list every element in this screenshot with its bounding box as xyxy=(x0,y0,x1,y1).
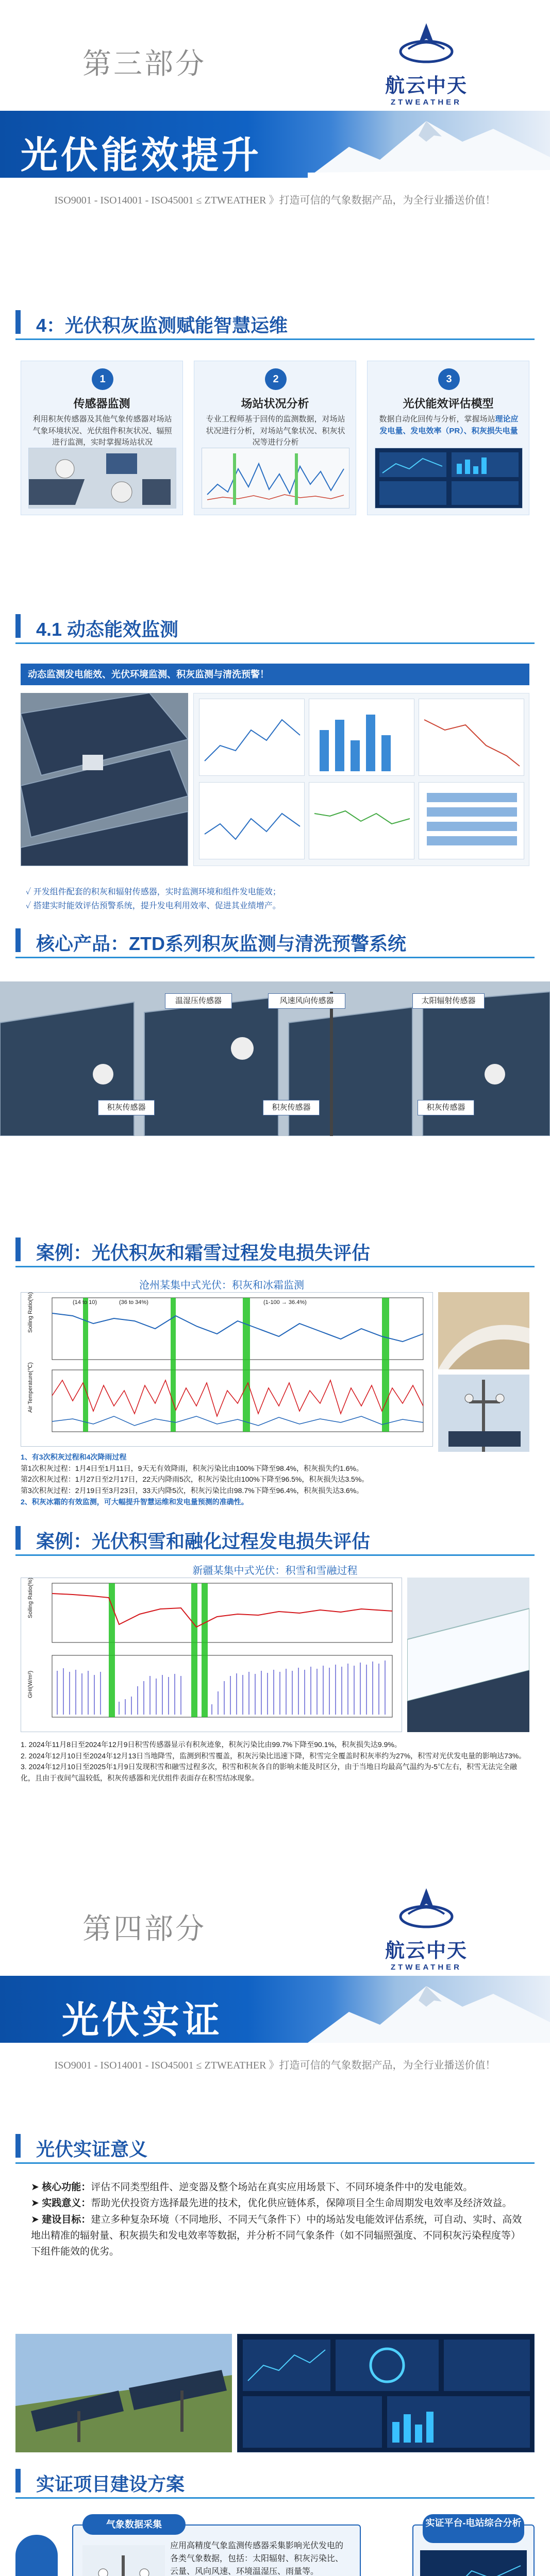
sensor-station-illustration xyxy=(438,1375,529,1452)
iso-line: ISO9001 - ISO14001 - ISO45001 ≤ ZTWEATHER 》打造可信的气象数据产品，为全行业播送价值！ xyxy=(54,195,496,206)
section-bar xyxy=(15,1526,21,1550)
platform-screens-image xyxy=(420,2550,527,2576)
significance-header xyxy=(15,2128,535,2164)
screen-chart xyxy=(309,783,415,860)
part-label: 第四部分 xyxy=(82,1912,206,1946)
flow-arrows xyxy=(366,2566,407,2576)
screen-chart xyxy=(419,699,525,776)
solar-panel-photo xyxy=(21,693,188,866)
case2-notes xyxy=(21,1739,529,1784)
card-sensor-monitoring xyxy=(21,361,183,515)
title-band xyxy=(0,1976,550,2043)
note-line: 第3次积灰过程：2月19日至3月23日，33天内降5次，积灰污染比由98.7%下降至96.4%，积灰损失达3.6%。 xyxy=(21,1486,364,1495)
section-bar xyxy=(15,614,21,638)
label-soiling-sensor: 积灰传感器 xyxy=(418,1100,474,1115)
bullet-label: 建设目标： xyxy=(42,2214,91,2225)
note-line: 第1次积灰过程：1月4日至1月11日，9天无有效降雨，积灰污染比由100%下降至98.4%，积灰损失约1.6%。 xyxy=(21,1464,363,1472)
bullet-item: ➤ 实践意义：帮助光伏投资方选择最先进的技术，优化供应链体系，保障项目全生命周期发电效率及经济效益。 xyxy=(31,2198,512,2209)
snow-panel-illustration xyxy=(407,1578,529,1732)
card-desc-highlight: 理论应发电量、发电效率（PR）、积灰损失电量 xyxy=(379,415,519,435)
brand-name-cn: 航云中天 xyxy=(385,1939,468,1962)
pv-system-label xyxy=(15,2535,58,2576)
card-station-analysis xyxy=(194,361,356,515)
bullet-label: 实践意义： xyxy=(42,2198,91,2209)
iso-line: ISO9001 - ISO14001 - ISO45001 ≤ ZTWEATHER 》打造可信的气象数据产品，为全行业播送价值！ xyxy=(54,2060,496,2071)
bullet-text: 评估不同类型组件、逆变器及整个场站在真实应用场景下、不同环境条件中的发电能效。 xyxy=(91,2182,473,2193)
analysis-chart-illustration xyxy=(202,448,349,509)
label-solar-radiation-sensor: 太阳辐射传感器 xyxy=(412,993,485,1009)
svg-text:(14 to 10): (14 to 10) xyxy=(73,1299,97,1306)
mountain-image xyxy=(308,1976,550,2043)
card-efficiency-model xyxy=(367,361,529,515)
process-cards xyxy=(21,361,529,515)
screen-chart xyxy=(199,783,305,860)
svg-text:Air Temperature(℃): Air Temperature(℃) xyxy=(27,1362,34,1413)
step-number: 1 xyxy=(92,368,113,390)
page-title: 光伏实证 xyxy=(62,1998,223,2042)
brand-name-en: ZTWEATHER xyxy=(390,98,462,107)
brand-name-cn: 航云中天 xyxy=(385,74,468,97)
snow-panel-photo xyxy=(407,1578,529,1732)
weather-data-text: 应用高精度气象监测传感器采集影响光伏发电的各类气象数据，包括：太阳辐射、积灰污染比、云量、风向风速、环境温湿压、雨量等。 xyxy=(170,2541,344,2576)
section-41-header xyxy=(15,608,535,644)
bullet-item: ✓ 搭建实时能效评估预警系统，提升发电利用效率、促进其业绩增产。 xyxy=(26,902,281,911)
screen-thumb xyxy=(309,782,414,859)
section-bar xyxy=(15,1238,21,1261)
field-site-photo xyxy=(15,2334,232,2452)
part-label: 第三部分 xyxy=(82,47,206,81)
dashboard-image xyxy=(375,448,523,509)
section-title: 光伏实证意义 xyxy=(36,2139,148,2160)
ztweather-logo-icon xyxy=(398,1886,455,1932)
section-bar xyxy=(15,928,21,952)
screen-thumb xyxy=(419,782,524,859)
note-line: 2. 2024年12月10日至2024年12月13日当地降雪，监测到积雪覆盖，积灰污染比迅速下降，积雪完全覆盖时积灰率约为27%，积雪对光伏发电量的影响达73%。 xyxy=(21,1751,526,1760)
solar-panel-illustration xyxy=(21,693,188,866)
sensor-photo-illustration xyxy=(29,448,176,509)
dashboard-illustration xyxy=(375,448,523,509)
significance-bullets xyxy=(31,2179,526,2260)
step-number: 2 xyxy=(265,368,287,390)
sensor-station-photo xyxy=(438,1375,529,1452)
svg-text:Soiling Ratio(%): Soiling Ratio(%) xyxy=(27,1293,34,1333)
svg-text:Soiling Ratio(%): Soiling Ratio(%) xyxy=(27,1578,34,1618)
svg-text:(1-100 → 36.4%): (1-100 → 36.4%) xyxy=(263,1299,307,1306)
case1-chart-plot xyxy=(21,1293,434,1447)
card-desc-text: 数据自动化回传与分析，掌握场站 xyxy=(379,415,495,423)
note-line: 2、积灰冰霜的有效监测，可大幅提升智慧运维和发电量预测的准确性。 xyxy=(21,1497,248,1506)
dirty-panel-illustration xyxy=(438,1292,529,1369)
sec41-bullets xyxy=(26,885,521,913)
section-title: 实证项目建设方案 xyxy=(36,2473,185,2495)
card-title: 场站状况分析 xyxy=(241,397,309,410)
screen-chart xyxy=(199,699,305,776)
step-number: 3 xyxy=(438,368,460,390)
case1-chart xyxy=(21,1292,433,1447)
case1-notes xyxy=(21,1452,526,1507)
case2-chart-plot xyxy=(21,1578,403,1733)
screen-chart xyxy=(419,783,525,860)
note-line: 第2次积灰过程：1月27日至2月17日，22天内降雨5次，积灰污染比由100%下降至96.5%，积灰损失达3.5%。 xyxy=(21,1475,369,1484)
card-desc xyxy=(377,414,521,437)
case2-header xyxy=(15,1520,535,1556)
card-desc: 利用积灰传感器及其他气象传感器对场站气象环境状况、光伏组件积灰状况、辐照进行监测，实时掌握场站状况 xyxy=(32,415,172,447)
weather-sensor-image xyxy=(82,2545,165,2576)
label-soiling-sensor: 积灰传感器 xyxy=(263,1100,320,1115)
case1-subtitle: 沧州某集中式光伏：积灰和冰霜监测 xyxy=(139,1280,304,1291)
core-product-header xyxy=(15,922,535,958)
note-line: 1. 2024年11月8日至2024年12月9日积雪传感器显示有积灰迹象，积灰污染比由99.7%下降至90.1%，积灰损失达9.9%。 xyxy=(21,1740,402,1749)
brand-logo-block xyxy=(380,1886,473,1984)
label-temp-humidity-pressure: 温湿压传感器 xyxy=(165,993,232,1009)
section-title: 4.1 动态能效监测 xyxy=(36,619,179,640)
card-desc: 专业工程师基于回传的监测数据，对场站状况进行分析，对场站气象状况、积灰状况等进行分析 xyxy=(206,415,345,447)
mountain-image xyxy=(308,111,550,178)
screen-thumb xyxy=(199,699,305,776)
highlight-banner: 动态监测发电能效、光伏环境监测、积灰监测与清洗预警！ xyxy=(21,664,529,685)
label-soiling-sensor: 积灰传感器 xyxy=(98,1100,155,1115)
section-title: 案例：光伏积灰和霜雪过程发电损失评估 xyxy=(36,1242,371,1263)
architecture-header xyxy=(15,2463,535,2499)
field-site-illustration xyxy=(15,2334,232,2452)
sensor-photo xyxy=(28,448,176,509)
brand-name-en: ZTWEATHER xyxy=(390,1963,462,1972)
part4-header xyxy=(0,1865,550,2087)
card-title: 光伏能效评估模型 xyxy=(403,397,494,410)
weather-data-tag: 气象数据采集 xyxy=(82,2514,186,2535)
screen-chart xyxy=(309,699,415,776)
case2-subtitle: 新疆某集中式光伏：积雪和雪融过程 xyxy=(192,1565,358,1577)
architecture-diagram xyxy=(15,2514,535,2576)
part3-header xyxy=(0,0,550,222)
screen-thumb xyxy=(419,699,524,776)
title-band xyxy=(0,111,550,178)
card-title: 传感器监测 xyxy=(73,397,130,410)
bullet-text: 建立多种复杂环境（不同地形、不同天气条件下）中的场站发电能效评估系统，可自动、实时、高效地出精准的辐射量、积灰损失和发电效率等数据，并分析不同气象条件（如不同辐照强度、不同积灰污染程度等）下组件能效的优劣。 xyxy=(31,2214,522,2258)
note-line: 1、有3次积灰过程和4次降雨过程 xyxy=(21,1453,127,1461)
case1-header xyxy=(15,1231,535,1267)
bullet-item: ➤ 核心功能：评估不同类型组件、逆变器及整个场站在真实应用场景下、不同环境条件中的发电能效。 xyxy=(31,2182,473,2193)
section-title: 4：光伏积灰监测赋能智慧运维 xyxy=(36,315,288,336)
section-title: 核心产品：ZTD系列积灰监测与清洗预警系统 xyxy=(36,933,406,954)
dirty-panel-photo xyxy=(438,1292,529,1369)
section-bar xyxy=(15,2469,21,2493)
ztweather-logo-icon xyxy=(398,21,455,67)
page-title: 光伏能效提升 xyxy=(21,133,262,177)
platform-tag: 实证平台-电站综合分析 xyxy=(423,2514,524,2543)
svg-text:(36 to 34%): (36 to 34%) xyxy=(119,1299,148,1306)
bullet-item: ✓ 开发组件配套的积灰和辐射传感器，实时监测环境和组件发电能效； xyxy=(26,888,281,896)
brand-logo-block xyxy=(380,21,473,118)
section-4-header xyxy=(15,304,535,340)
screen-thumb xyxy=(309,699,414,776)
label-wind-sensor: 风速风向传感器 xyxy=(268,993,345,1009)
bullet-label: 核心功能： xyxy=(42,2182,91,2193)
platform-dashboard xyxy=(237,2334,535,2452)
monitoring-screens xyxy=(193,693,529,866)
platform-dashboard-illustration xyxy=(238,2334,535,2452)
case2-chart xyxy=(21,1578,402,1732)
note-line: 3. 2024年12月10日至2025年1月9日发现积雪和融雪过程多次，积雪和积灰各自的影响未能及时区分，由于当地日均最高气温约为-5℃左右，积雪无法完全融化，且由于夜间气温较低，积灰传感器和光伏组件表面存在积雪结冰现象。 xyxy=(21,1762,518,1783)
bullet-text: 帮助光伏投资方选择最先进的技术，优化供应链体系，保障项目全生命周期发电效率及经济效益。 xyxy=(91,2198,512,2209)
bullet-item: ➤ 建设目标：建立多种复杂环境（不同地形、不同天气条件下）中的场站发电能效评估系统，可自动、实时、高效地出精准的辐射量、积灰损失和发电效率等数据，并分析不同气象条件（如不同辐照强度、不同积灰污染程度等）下组件能效的优劣。 xyxy=(31,2214,522,2258)
section-title: 案例：光伏积雪和融化过程发电损失评估 xyxy=(36,1531,371,1552)
svg-text:GHI(W/m²): GHI(W/m²) xyxy=(27,1670,34,1698)
section-bar xyxy=(15,310,21,334)
screen-thumb xyxy=(199,782,305,859)
section-bar xyxy=(15,2134,21,2158)
analysis-chart-image xyxy=(202,448,349,509)
